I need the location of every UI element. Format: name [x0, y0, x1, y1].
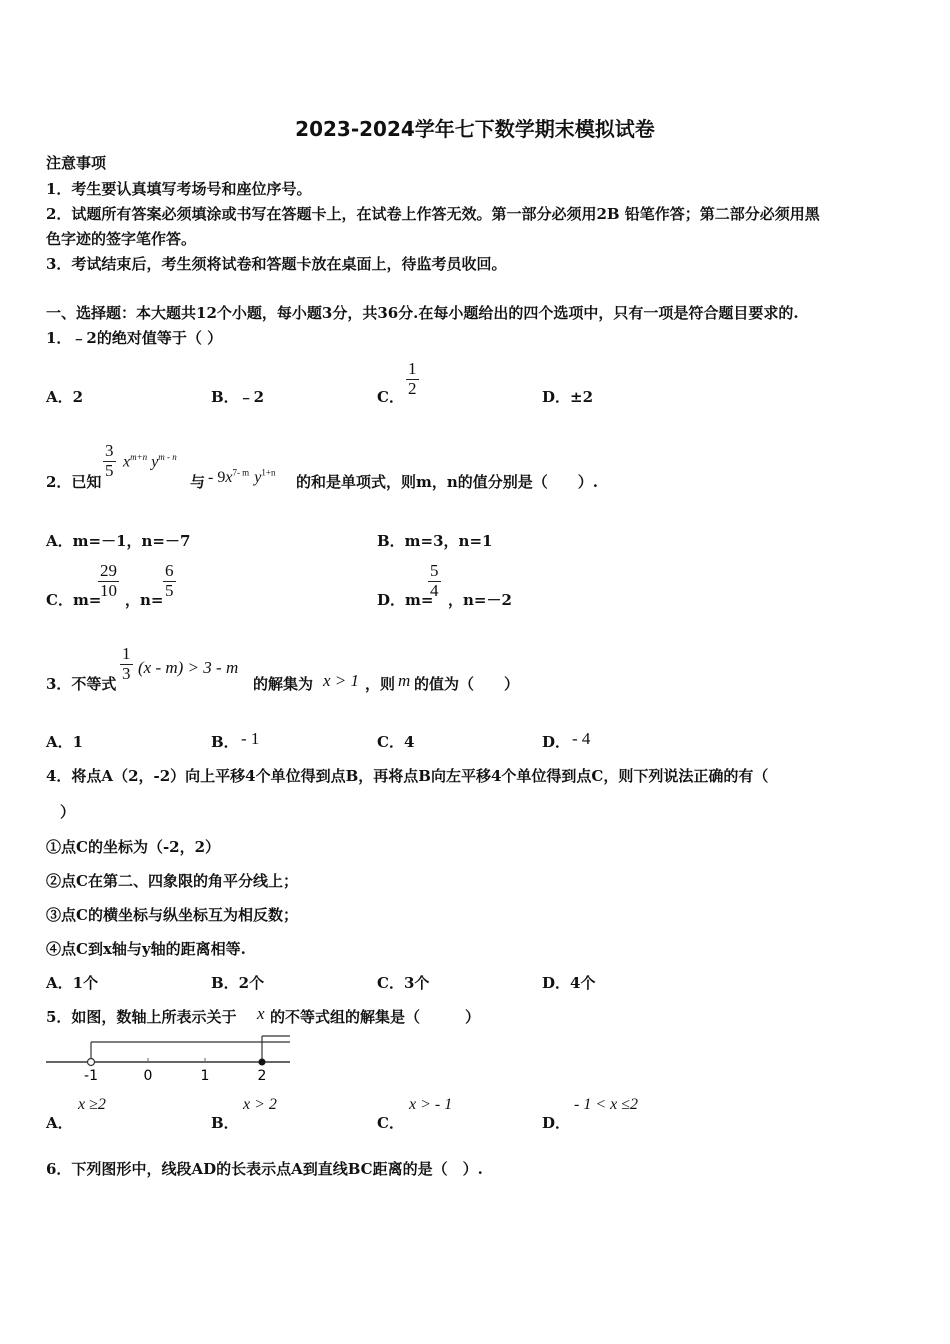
- q2-option-a: A．m=－1，n=－7: [46, 532, 191, 550]
- q5-stem-pre: 5．如图，数轴上所表示关于: [46, 1008, 237, 1026]
- q4-option-c: C．3个: [377, 974, 430, 992]
- q3-suffix: 的值为（ ）: [414, 675, 520, 693]
- q2-suffix: 的和是单项式，则m，n的值分别是（ ）.: [296, 473, 599, 491]
- tick-label-neg1: -1: [84, 1068, 98, 1084]
- q4-stem-close: ）: [60, 803, 76, 821]
- q1-option-d: D．±2: [542, 388, 594, 406]
- q2-option-c-fraction-m: $\frac{29}{10}$: [100, 561, 117, 600]
- q2-option-b: B．m=3，n=1: [377, 532, 493, 550]
- notice-item-1: 1．考生要认真填写考场号和座位序号。: [46, 180, 312, 198]
- q2-option-c-label: C．m=: [46, 591, 102, 609]
- q3-option-d-value: - 4: [572, 729, 591, 748]
- q2-term1-fraction: $\frac{3}{5}$: [105, 441, 114, 480]
- notice-item-3: 3．考试结束后，考生须将试卷和答题卡放在桌面上，待监考员收回。: [46, 255, 507, 273]
- q5-option-a-value: x ≥2: [78, 1096, 106, 1113]
- solid-point-2: [259, 1059, 266, 1066]
- q1-option-a: A．2: [46, 388, 84, 406]
- q3-mid2: ，则: [365, 675, 396, 693]
- notice-item-2-cont: 色字迹的签字笔作答。: [46, 230, 197, 248]
- q2-term2: - $9x^{7- m}$ $y^{1+n}$: [208, 467, 276, 486]
- open-point-neg1: [88, 1059, 95, 1066]
- page-title: 2023-2024学年七下数学期末模拟试卷: [295, 117, 655, 141]
- q5-option-a-label: A．: [46, 1114, 73, 1132]
- q4-statement-3: ③点C的横坐标与纵坐标互为相反数；: [46, 906, 298, 924]
- tick-label-2: 2: [257, 1068, 267, 1084]
- q2-option-d-suffix: ，n=－2: [448, 591, 512, 609]
- notice-item-2: 2．试题所有答案必须填涂或书写在答题卡上，在试卷上作答无效。第一部分必须用2B 铅笔作答；第二部分必须用黑: [46, 205, 820, 223]
- q5-option-b-label: B．: [211, 1114, 239, 1132]
- q3-prefix: 3．不等式: [46, 675, 117, 693]
- tick-label-1: 1: [200, 1068, 210, 1084]
- q3-option-a: A．1: [46, 733, 84, 751]
- q4-option-d: D．4个: [542, 974, 596, 992]
- q3-mid: 的解集为: [253, 675, 314, 693]
- q4-stem: 4．将点A（2，-2）向上平移4个单位得到点B，再将点B向左平移4个单位得到点C，则下列说法正确的有（: [46, 767, 769, 785]
- section-heading: 一、选择题：本大题共12个小题，每小题3分，共36分.在每小题给出的四个选项中，只有一项是符合题目要求的.: [46, 304, 799, 322]
- q5-option-c-label: C．: [377, 1114, 404, 1132]
- q5-variable: x: [257, 1004, 265, 1023]
- q1-stem: 1．﹣2的绝对值等于（ ）: [46, 329, 223, 347]
- q5-option-b-value: x > 2: [243, 1096, 277, 1113]
- q2-option-c-mid: ，n=: [125, 591, 164, 609]
- q6-stem: 6．下列图形中，线段AD的长表示点A到直线BC距离的是（ ）.: [46, 1160, 483, 1178]
- q3-fraction: $\frac{1}{3}$: [122, 644, 131, 683]
- q5-stem-post: 的不等式组的解集是（ ）: [270, 1008, 481, 1026]
- q3-option-c: C．4: [377, 733, 415, 751]
- q2-prefix: 2．已知: [46, 473, 102, 491]
- q4-statement-2: ②点C在第二、四象限的角平分线上；: [46, 872, 298, 890]
- q2-term1-vars: $x^{m+n}$ $y^{m - n}$: [123, 452, 177, 471]
- notice-heading: 注意事项: [46, 154, 107, 172]
- q2-option-d-fraction: $\frac{5}{4}$: [430, 561, 439, 600]
- q4-statement-1: ①点C的坐标为（-2，2）: [46, 838, 221, 856]
- q2-option-d-label: D．m=: [377, 591, 434, 609]
- q3-expression: (x - m) > 3 - m: [138, 658, 239, 677]
- q5-option-d-label: D．: [542, 1114, 571, 1132]
- q4-statement-4: ④点C到x轴与y轴的距离相等.: [46, 940, 246, 958]
- q5-option-d-value: - 1 < x ≤2: [574, 1096, 639, 1113]
- q4-option-b: B．2个: [211, 974, 265, 992]
- q4-option-a: A．1个: [46, 974, 99, 992]
- q1-option-c-fraction: $\frac{1}{2}$: [408, 359, 417, 398]
- q3-variable: m: [398, 671, 411, 690]
- q1-option-b: B．﹣2: [211, 388, 265, 406]
- q5-option-c-value: x > - 1: [409, 1096, 453, 1113]
- q3-option-b-label: B．: [211, 733, 239, 751]
- q3-option-d-label: D．: [542, 733, 571, 751]
- q3-solution: x > 1: [323, 671, 360, 690]
- q2-option-c-fraction-n: $\frac{6}{5}$: [165, 561, 174, 600]
- number-line-figure: [44, 1032, 294, 1084]
- tick-label-0: 0: [143, 1068, 153, 1084]
- q2-mid: 与: [190, 473, 206, 491]
- q3-option-b-value: - 1: [241, 729, 260, 748]
- q1-option-c: C．: [377, 388, 404, 406]
